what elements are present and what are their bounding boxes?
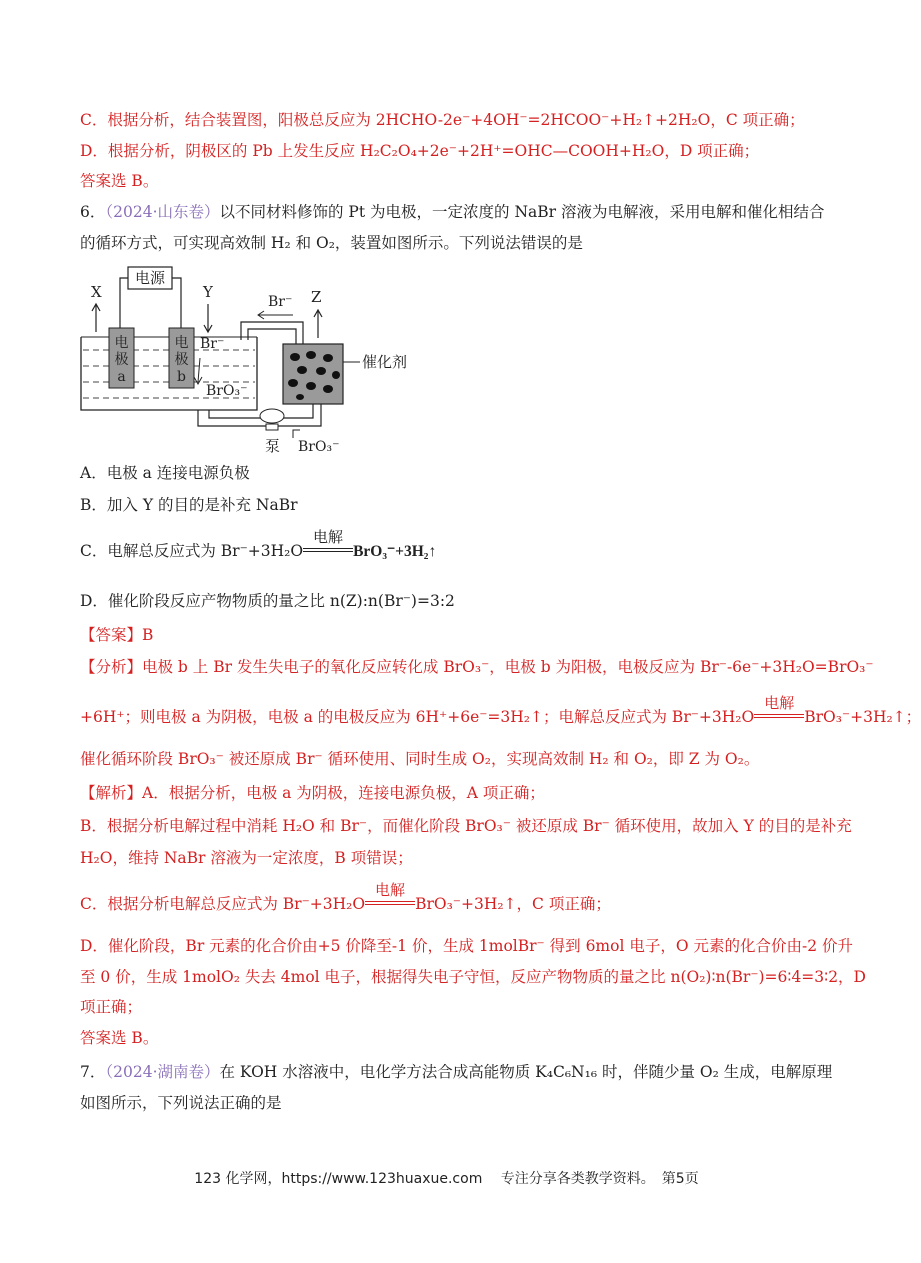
- br-tank-label: Br⁻: [200, 336, 225, 352]
- br-top-label: Br⁻: [268, 294, 293, 310]
- svg-text:a: a: [117, 369, 126, 385]
- y-arrow: [204, 304, 212, 332]
- z-arrow: [314, 310, 322, 338]
- bottom-pipe: [198, 404, 321, 426]
- page-footer: 123 化学网，https://www.123huaxue.com 专注分享各类教学资料。 第5页: [194, 1171, 699, 1187]
- power-label: 电源: [134, 269, 166, 287]
- option-b: B．加入 Y 的目的是补充 NaBr: [80, 496, 298, 514]
- pump: [260, 409, 284, 423]
- svg-text:电: 电: [174, 335, 189, 351]
- y-label: Y: [203, 283, 213, 301]
- svg-text:b: b: [177, 369, 186, 385]
- analysis-line3: 催化循环阶段 BrO₃⁻ 被还原成 Br⁻ 循环使用、同时生成 O₂，实现高效制 H₂ 和 O₂，即 Z 为 O₂。: [80, 750, 760, 768]
- x-label: X: [91, 283, 102, 301]
- question-6-line2: 的循环方式，可实现高效制 H₂ 和 O₂，装置如图所示。下列说法错误的是: [80, 234, 583, 252]
- answer-previous: 答案选 B。: [80, 172, 159, 190]
- analysis-line1: 【分析】电极 b 上 Br 发生失电子的氧化反应转化成 BrO₃⁻，电极 b 为阳极，电极反应为 Br⁻-6e⁻+3H₂O=BrO₃⁻: [80, 658, 874, 676]
- top-pipe: [241, 322, 303, 344]
- question-text: 以不同材料修饰的 Pt 为电极，一定浓度的 NaBr 溶液为电解液，采用电解和催化相结合: [219, 203, 825, 221]
- option-c: C．电解总反应式为 Br⁻+3H₂O 电解 BrO₃⁻+3H₂↑: [80, 528, 437, 560]
- explanation-line2: B．根据分析电解过程中消耗 H₂O 和 Br⁻，而催化阶段 BrO₃⁻ 被还原成 Br⁻ 循环使用，故加入 Y 的目的是补充: [80, 817, 852, 835]
- question-7-line2: 如图所示，下列说法正确的是: [80, 1094, 282, 1112]
- br-top-arrow: [258, 311, 293, 319]
- analysis-line2: +6H⁺；则电极 a 为阴极，电极 a 的电极反应为 6H⁺+6e⁻=3H₂↑；电解总反应式为 Br⁻+3H₂O 电解 BrO₃⁻+3H₂↑；: [80, 694, 921, 726]
- bro3-bottom-arrow: [293, 430, 300, 438]
- explanation-line5: D．催化阶段，Br 元素的化合价由+5 价降至-1 价，生成 1molBr⁻ 得到 6mol 电子，O 元素的化合价由-2 价升: [80, 937, 854, 955]
- option-a: A．电极 a 连接电源负极: [80, 464, 250, 482]
- explanation-line1: 【解析】A．根据分析，电极 a 为阴极，连接电源负极，A 项正确；: [80, 784, 545, 802]
- answer-label: 【答案】B: [80, 626, 154, 644]
- question-6-line1: [80, 201, 824, 223]
- pump-label: 泵: [265, 437, 281, 455]
- svg-text:极: 极: [174, 352, 189, 368]
- bro3-tank-label: BrO₃⁻: [206, 383, 248, 399]
- z-label: Z: [311, 288, 322, 306]
- option-d-previous: D．根据分析，阴极区的 Pb 上发生反应 H₂C₂O₄+2e⁻+2H⁺=OHC—COOH+H₂O，D 项正确；: [80, 142, 760, 160]
- explanation-line6: 至 0 价，生成 1molO₂ 失去 4mol 电子，根据得失电子守恒，反应产物物质的量之比 n(O₂)∶n(Br⁻)=6∶4=3∶2，D: [80, 968, 866, 986]
- br-tank-arrow: [194, 358, 202, 384]
- explanation-line4: C．根据分析电解总反应式为 Br⁻+3H₂O 电解 BrO₃⁻+3H₂↑，C 项正确；: [80, 881, 611, 913]
- electrolysis-equals-2: 电解: [754, 714, 804, 722]
- x-arrow: [92, 304, 100, 332]
- option-d: D．催化阶段反应产物物质的量之比 n(Z):n(Br⁻)=3:2: [80, 592, 455, 610]
- electrolysis-diagram: [78, 262, 418, 458]
- explanation-line3: H₂O，维持 NaBr 溶液为一定浓度，B 项错误；: [80, 849, 413, 867]
- electrolysis-equals-3: 电解: [365, 901, 415, 909]
- option-c-previous: C．根据分析，结合装置图，阳极总反应为 2HCHO-2e⁻+4OH⁻=2HCOO⁻+H₂↑+2H₂O，C 项正确；: [80, 111, 805, 129]
- question-7-line1: 7．（2024·湖南卷）在 KOH 水溶液中，电化学方法合成高能物质 K₄C₆N₁₆ 时，伴随少量 O₂ 生成，电解原理: [80, 1063, 833, 1081]
- catalyst-label: 催化剂: [362, 353, 408, 371]
- question-number: 6．: [80, 203, 106, 221]
- question-source: （2024·山东卷）: [105, 203, 220, 221]
- bro3-bottom-label: BrO₃⁻: [298, 439, 340, 455]
- electrolysis-equals: 电解: [303, 548, 353, 556]
- svg-text:电: 电: [114, 335, 129, 351]
- svg-text:极: 极: [114, 352, 129, 368]
- answer-6: 答案选 B。: [80, 1029, 159, 1047]
- explanation-line7: 项正确；: [80, 998, 143, 1016]
